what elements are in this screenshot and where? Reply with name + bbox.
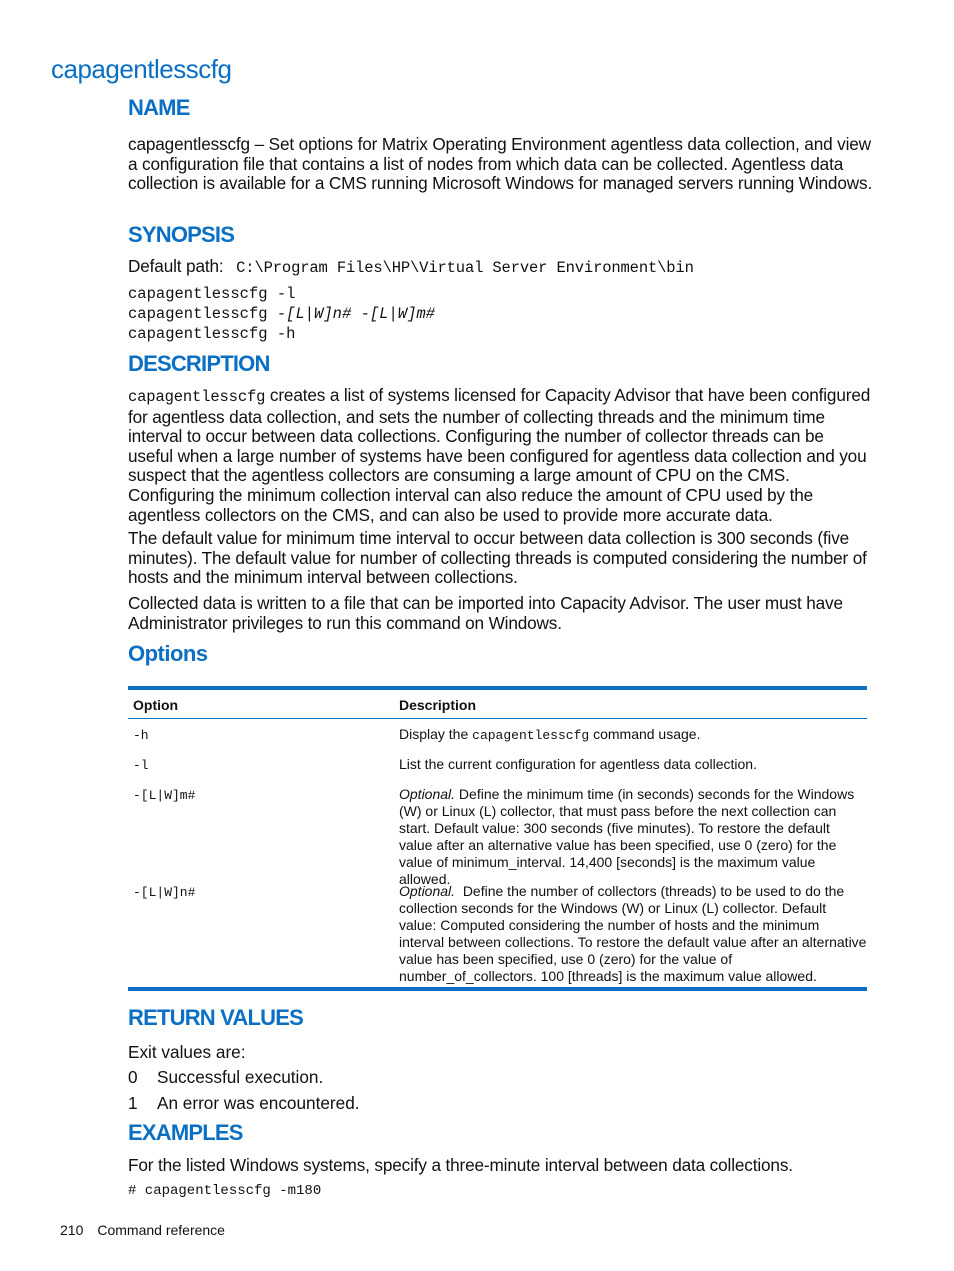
examples-text: For the listed Windows systems, specify a three-minute interval between data collections.: [128, 1155, 793, 1175]
options-table: [128, 686, 871, 991]
option-cell: -h: [133, 728, 149, 743]
column-header-option: Option: [133, 696, 179, 713]
description-cell: List the current configuration for agentless data collection.: [399, 756, 757, 772]
description-paragraph-3: Collected data is written to a file that can be imported into Capacity Advisor. The user must have Administrator privileges to run this command on Windows.: [128, 593, 843, 633]
table-row: [128, 779, 867, 887]
description-command: capagentlesscfg: [128, 388, 266, 406]
description-cell: Display the capagentlesscfg command usage.: [399, 726, 701, 743]
column-header-description: Description: [399, 696, 477, 713]
options-heading: Options: [128, 641, 208, 666]
default-path-line: [128, 257, 873, 279]
description-paragraph-1: capagentlesscfg creates a list of systems licensed for Capacity Advisor that have been configured for agentless data collection, and sets the number of collecting threads and the minimum time interval to occur between data collections. Configuring the number of collector threads can be useful when a large number of systems have been configured for agentless data collection and you suspect that the agentless collectors are consuming a large amount of CPU on the CMS. Configuring the minimum collection interval can also reduce the amount of CPU used by the agentless collectors on the CMS, and can also be used to provide more accurate data.: [128, 385, 871, 525]
synopsis-line-1: capagentlesscfg -l: [128, 285, 296, 303]
table-row: [128, 719, 867, 749]
table-bottom-rule: [128, 987, 867, 991]
synopsis-line-2: capagentlesscfg -[L|W]n# -[L|W]m#: [128, 305, 435, 323]
examples-heading: EXAMPLES: [128, 1120, 243, 1145]
return-value-item: 0 Successful execution.: [128, 1067, 324, 1087]
footer-section: Command reference: [97, 1222, 225, 1238]
return-values-heading: RETURN VALUES: [128, 1005, 303, 1030]
description-cell: Optional. Define the number of collectors (threads) to be used to do the collection seconds for the Windows (W) or Linux (L) collector. Default value: Computed considering the number of hosts and the minimum interval between collections. To restore the default value after an alternative value has been specified, use 0 (zero) for the value of number_of_collectors. 100 [threads] is the maximum value allowed.: [399, 883, 871, 984]
description-heading: DESCRIPTION: [128, 351, 270, 376]
table-row: [128, 749, 867, 779]
option-cell: -[L|W]m#: [133, 788, 196, 803]
return-values-intro: Exit values are:: [128, 1042, 246, 1062]
default-path-label: Default path:: [128, 256, 224, 276]
name-text: capagentlesscfg – Set options for Matrix Operating Environment agentless data collection, and view a configuration file that contains a list of nodes from which data can be collected. Agentless data collection is available for a CMS running Microsoft Windows for managed servers running Windows.: [128, 134, 873, 194]
description-paragraph-2: The default value for minimum time interval to occur between data collection is 300 seconds (five minutes). The default value for number of collecting threads is computed considering the number of hosts and the minimum interval between collections.: [128, 528, 867, 588]
table-header-row: [128, 690, 867, 718]
return-value-item: 1 An error was encountered.: [128, 1093, 360, 1113]
default-path-value: C:\Program Files\HP\Virtual Server Environment\bin: [236, 259, 694, 277]
option-cell: -[L|W]n#: [133, 885, 196, 900]
page-title: capagentlesscfg: [51, 54, 232, 84]
synopsis-line-3: capagentlesscfg -h: [128, 325, 296, 343]
page-number: 210: [60, 1222, 84, 1238]
synopsis-code: [128, 284, 435, 344]
description-cell: Optional. Define the minimum time (in seconds) seconds for the Windows (W) or Linux (L) collector, that must pass before the next collection can start. Default value: 300 seconds (five minutes). To restore the default value after an alternative value has been specified, use 0 (zero) for the value of minimum_interval. 14,400 [seconds] is the maximum value allowed.: [399, 786, 855, 887]
page-footer: [60, 1222, 239, 1238]
synopsis-heading: SYNOPSIS: [128, 222, 235, 247]
option-cell: -l: [133, 758, 149, 773]
examples-code: # capagentlesscfg -m180: [128, 1183, 322, 1199]
table-row: [128, 876, 871, 987]
name-heading: NAME: [128, 95, 190, 120]
